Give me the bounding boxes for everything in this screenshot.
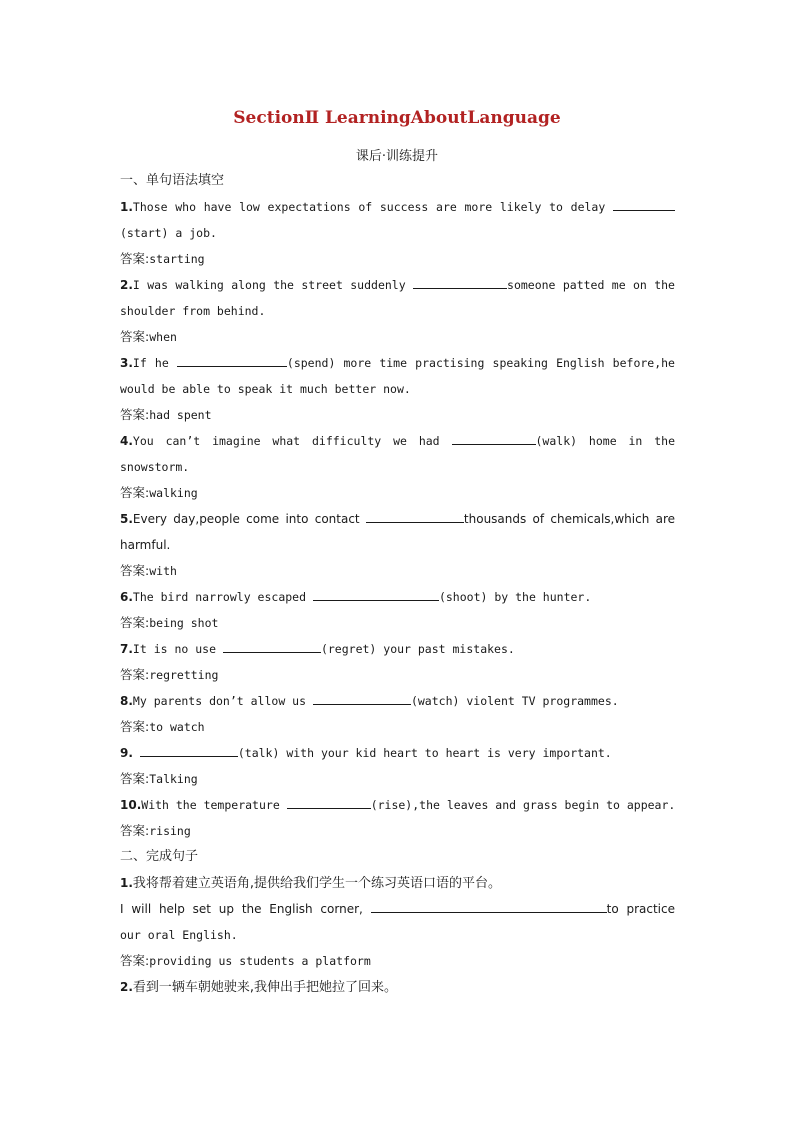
answer-text: to watch: [149, 720, 205, 734]
question-text: to practice: [606, 902, 675, 916]
question-line: [120, 532, 675, 558]
answer-label: 答案:: [120, 615, 150, 630]
question-line: [120, 922, 675, 948]
question-text: (regret) your past mistakes.: [320, 642, 515, 656]
question-line: [120, 220, 675, 246]
question-number: 3.: [120, 356, 133, 370]
exercise-content: [120, 168, 675, 1000]
question-text: harmful.: [120, 538, 171, 552]
question-line: [120, 272, 675, 298]
answer-label: 答案:: [120, 407, 150, 422]
question-text: (watch) violent TV programmes.: [410, 694, 619, 708]
question-line: [120, 896, 675, 922]
answer-line: [120, 766, 675, 792]
question-text: The bird narrowly escaped: [132, 590, 307, 604]
answer-label: 答案:: [120, 563, 150, 578]
question-number: 1.: [120, 200, 133, 214]
question-number: 9.: [120, 746, 133, 760]
question-text: My parents don’t allow us: [132, 694, 307, 708]
answer-blank: [371, 900, 607, 913]
question-text: If he: [132, 356, 169, 370]
answer-line: [120, 948, 675, 974]
answer-text: providing us students a platform: [149, 954, 371, 968]
question-line: [120, 350, 675, 376]
answer-blank: [613, 198, 675, 211]
answer-label: 答案:: [120, 485, 150, 500]
question-number: 4.: [120, 434, 133, 448]
page-title: SectionⅡ LearningAboutLanguage: [233, 108, 561, 128]
answer-text: when: [149, 330, 177, 344]
question-text: (start) a job.: [120, 226, 217, 240]
question-number: 7.: [120, 642, 133, 656]
question-text: It is no use: [132, 642, 217, 656]
answer-blank: [313, 692, 411, 705]
answer-blank: [287, 796, 371, 809]
answer-blank: [140, 744, 238, 757]
answer-blank: [177, 354, 287, 367]
answer-text: had spent: [149, 408, 212, 422]
question-number: 1.: [120, 876, 133, 890]
question-number: 2.: [120, 980, 133, 994]
question-number: 8.: [120, 694, 133, 708]
answer-blank: [366, 510, 464, 523]
question-line: [120, 792, 675, 818]
answer-label: 答案:: [120, 719, 150, 734]
answer-text: with: [149, 564, 177, 578]
question-text: You can’t imagine what difficulty we had: [132, 434, 440, 448]
question-line: [120, 298, 675, 324]
answer-text: being shot: [149, 616, 219, 630]
answer-text: rising: [149, 824, 191, 838]
answer-line: [120, 558, 675, 584]
question-text: Every day,people come into contact: [132, 512, 360, 526]
page-subtitle: 课后·训练提升: [355, 149, 439, 164]
question-line: [120, 194, 675, 220]
question-line: [120, 740, 675, 766]
question-text: would be able to speak it much better now.: [120, 382, 411, 396]
answer-text: regretting: [149, 668, 219, 682]
answer-line: [120, 402, 675, 428]
question-text-chinese: 看到一辆车朝她驶来,我伸出手把她拉了回来。: [132, 980, 398, 995]
answer-line: [120, 818, 675, 844]
section-heading: 一、单句语法填空: [120, 173, 225, 188]
question-text: I was walking along the street suddenly: [132, 278, 406, 292]
question-text: Those who have low expectations of success are more likely to delay: [132, 200, 606, 214]
question-number: 2.: [120, 278, 133, 292]
question-text-chinese: 我将帮着建立英语角,提供给我们学生一个练习英语口语的平台。: [132, 876, 502, 891]
question-line: [120, 376, 675, 402]
answer-line: [120, 714, 675, 740]
answer-text: Talking: [149, 772, 198, 786]
question-text: (talk) with your kid heart to heart is very important.: [237, 746, 612, 760]
section-heading: 二、完成句子: [120, 849, 199, 864]
answer-line: [120, 662, 675, 688]
question-line: [120, 454, 675, 480]
question-number: 5.: [120, 512, 133, 526]
answer-label: 答案:: [120, 329, 150, 344]
question-line: [120, 428, 675, 454]
question-text: (rise),the leaves and grass begin to appear.: [370, 798, 675, 812]
answer-label: 答案:: [120, 667, 150, 682]
question-text: With the temperature: [141, 798, 280, 812]
answer-label: 答案:: [120, 953, 150, 968]
question-line: [120, 584, 675, 610]
answer-label: 答案:: [120, 251, 150, 266]
question-line: [120, 506, 675, 532]
answer-blank: [223, 640, 321, 653]
question-text: snowstorm.: [120, 460, 190, 474]
question-text: our oral English.: [120, 928, 238, 942]
answer-line: [120, 246, 675, 272]
question-line: [120, 688, 675, 714]
answer-label: 答案:: [120, 823, 150, 838]
question-line: [120, 974, 675, 1000]
question-text: someone patted me on the: [507, 278, 675, 292]
question-text: thousands of chemicals,which are: [463, 512, 675, 526]
question-text: (walk) home in the: [535, 434, 675, 448]
answer-blank: [313, 588, 439, 601]
answer-line: [120, 324, 675, 350]
answer-blank: [452, 432, 536, 445]
question-text: (shoot) by the hunter.: [438, 590, 592, 604]
question-number: 6.: [120, 590, 133, 604]
answer-blank: [413, 276, 507, 289]
answer-label: 答案:: [120, 771, 150, 786]
question-line: [120, 636, 675, 662]
answer-line: [120, 480, 675, 506]
question-number: 10.: [120, 798, 142, 812]
answer-text: walking: [149, 486, 198, 500]
question-text: I will help set up the English corner,: [120, 902, 363, 916]
answer-text: starting: [149, 252, 205, 266]
question-line: [120, 870, 675, 896]
answer-line: [120, 610, 675, 636]
question-text: shoulder from behind.: [120, 304, 266, 318]
question-text: (spend) more time practising speaking English before,he: [286, 356, 675, 370]
